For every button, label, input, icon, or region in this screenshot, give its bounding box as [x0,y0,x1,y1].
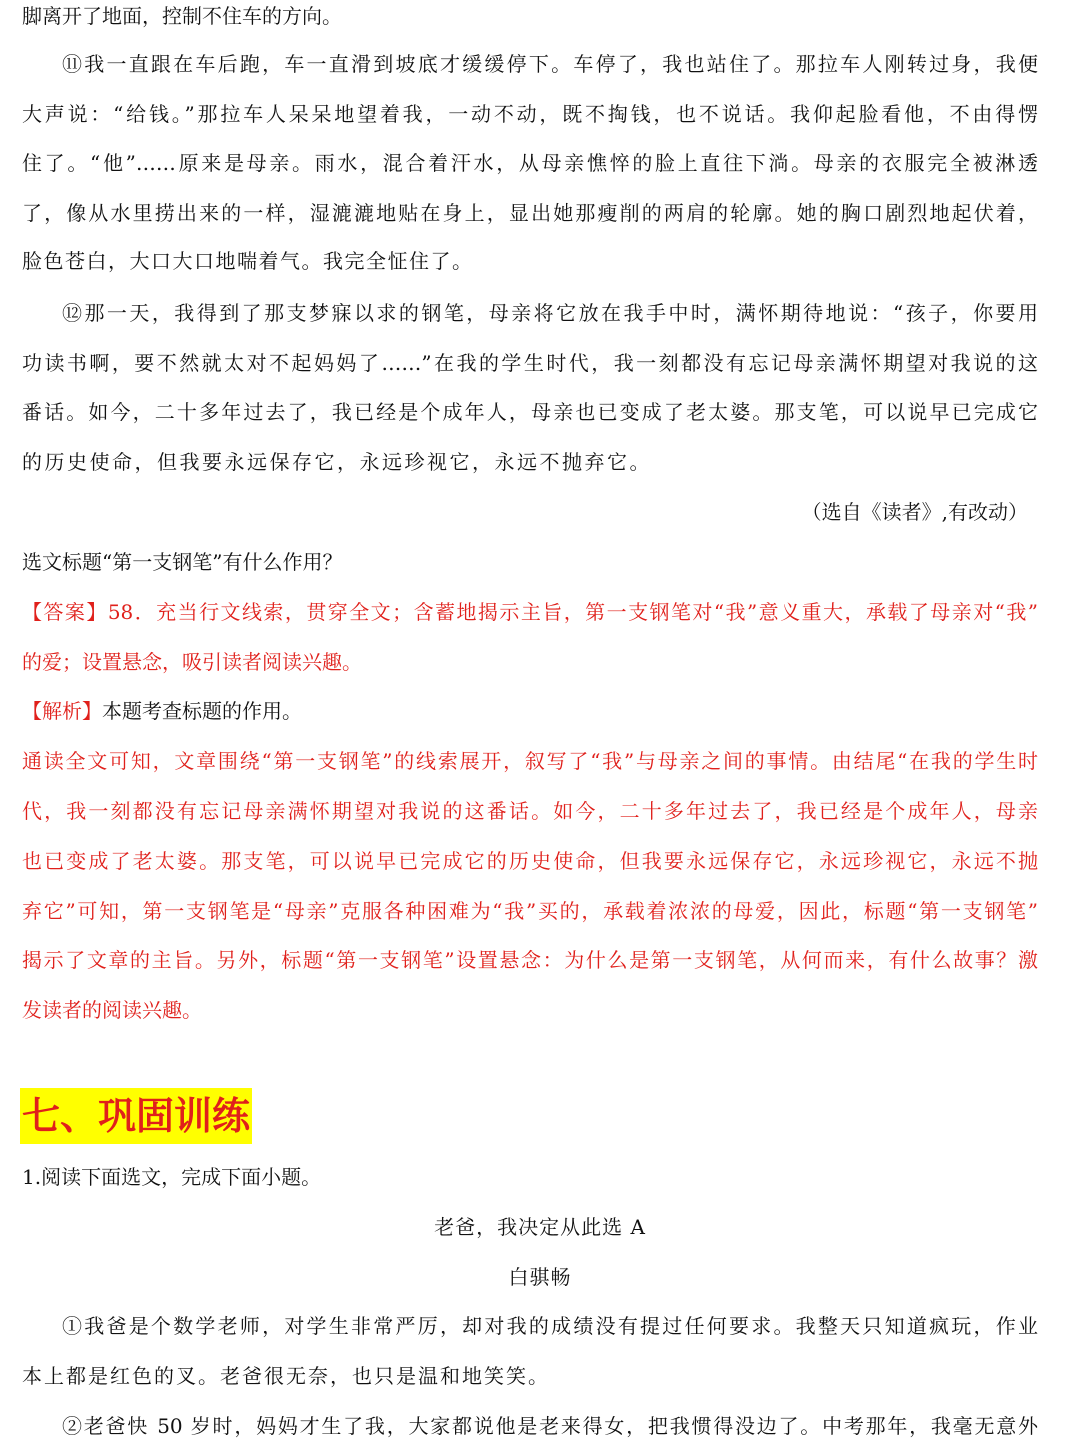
paragraph-12-line-3: 番话。如今，二十多年过去了，我已经是个成年人，母亲也已变成了老太婆。那支笔，可以说早已完成它 [22,400,1038,424]
paragraph-12-line-2: 功读书啊，要不然就太对不起妈妈了……”在我的学生时代，我一刻都没有忘记母亲满怀期望对我说的这 [22,351,1038,375]
paragraph-11-line-3: 住了。“他”……原来是母亲。雨水，混合着汗水，从母亲憔悴的脸上直往下淌。母亲的衣服完全被淋透 [22,151,1038,175]
exercise-paragraph-2-line-1: ②老爸快 50 岁时，妈妈才生了我，大家都说他是老来得女，把我惯得没边了。中考那年，我毫无意外 [62,1414,1038,1438]
question-text: 选文标题“第一支钢笔”有什么作用？ [22,550,343,574]
analysis-intro: 本题考查标题的作用。 [102,699,302,723]
paragraph-11-line-1: ⑪我一直跟在车后跑，车一直滑到坡底才缓缓停下。车停了，我也站住了。那拉车人刚转过身，我便 [62,52,1038,76]
section-heading: 七、巩固训练 [20,1088,252,1144]
source-citation: （选自《读者》,有改动） [801,500,1028,524]
paragraph-12-line-4: 的历史使命，但我要永远保存它，永远珍视它，永远不抛弃它。 [22,450,652,474]
answer-line-2: 的爱；设置悬念，吸引读者阅读兴趣。 [22,650,362,674]
exercise-title: 老爸，我决定从此选 A [434,1215,646,1239]
analysis-line-5: 揭示了文章的主旨。另外，标题“第一支钢笔”设置悬念：为什么是第一支钢笔，从何而来，有什么故事？激 [22,948,1038,972]
answer-text: 58．充当行文线索，贯穿全文；含蓄地揭示主旨，第一支钢笔对“我”意义重大，承载了母亲对“我” [107,600,1038,624]
paragraph-11-line-5 [22,247,1038,275]
answer-tag: 【答案】 [22,600,108,624]
exercise-author: 白骐畅 [508,1265,572,1289]
text-run: 了。 [430,249,474,273]
analysis-line-3: 也已变成了老太婆。那支笔，可以说早已完成它的历史使命，但我要永远保存它，永远珍视它，永远不抛 [22,849,1038,873]
paragraph-12-line-1: ⑫那一天，我得到了那支梦寐以求的钢笔，母亲将它放在我手中时，满怀期待地说：“孩子，你要用 [62,301,1038,325]
text-run: 脸色苍白，大口大口地喘着气。我完全 [22,249,388,273]
emphasis-char: 怔 [387,249,409,273]
analysis-line-4: 弃它”可知，第一支钢笔是“母亲”克服各种困难为“我”买的，承载着浓浓的母爱，因此，标题“第一支钢笔” [22,899,1038,923]
analysis-line-6: 发读者的阅读兴趣。 [22,998,202,1022]
paragraph-11-line-4: 了，像从水里捞出来的一样，湿漉漉地贴在身上，显出她那瘦削的两肩的轮廓。她的胸口剧烈地起伏着， [22,201,1038,225]
exercise-paragraph-1-line-1: ①我爸是个数学老师，对学生非常严厉，却对我的成绩没有提过任何要求。我整天只知道疯玩，作业 [62,1314,1038,1338]
analysis-line-1: 通读全文可知，文章围绕“第一支钢笔”的线索展开，叙写了“我”与母亲之间的事情。由结尾“在我的学生时 [22,749,1038,773]
analysis-line-2: 代，我一刻都没有忘记母亲满怀期望对我说的这番话。如今，二十多年过去了，我已经是个成年人，母亲 [22,799,1038,823]
analysis-tag: 【解析】 [22,699,102,723]
exercise-paragraph-1-line-2: 本上都是红色的叉。老爸很无奈，也只是温和地笑笑。 [22,1364,550,1388]
passage-line: 脚离开了地面，控制不住车的方向。 [22,4,342,28]
emphasis-char: 住 [409,249,431,273]
answer-line-1 [22,598,1038,626]
exercise-prompt: 1.阅读下面选文，完成下面小题。 [22,1165,322,1189]
paragraph-11-line-2: 大声说：“给钱。”那拉车人呆呆地望着我，一动不动，既不掏钱，也不说话。我仰起脸看他，不由得愣 [22,102,1038,126]
analysis-heading [22,697,1038,725]
